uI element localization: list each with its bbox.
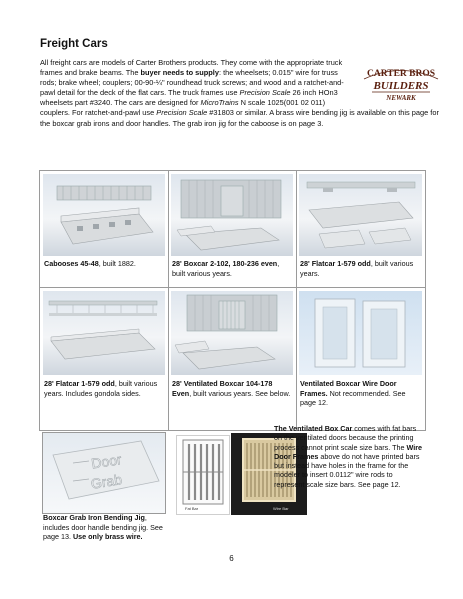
carter-bros-logo-graphic: [358, 64, 444, 104]
caption-flatcar-gondola: [44, 379, 164, 398]
note-text-2: above do not have printed bars but instead have holes in the frame for the modeler to insert 0.0112" wire rods to represent scale size bars. See page 12.: [274, 451, 420, 489]
note-bold-1: The Ventilated Box Car: [274, 424, 353, 433]
caption-grab-iron-jig: [43, 513, 169, 542]
page-title: Freight Cars: [40, 38, 108, 50]
caption-boxcar: [172, 259, 292, 278]
ventilated-box-car-note: [274, 424, 424, 489]
caption-flatcar: [300, 259, 420, 278]
caption-text: , built various years.: [172, 259, 280, 278]
logo-line2: BUILDERS: [373, 80, 429, 92]
caption-bold: 28' Ventilated Boxcar 104-178 Even: [172, 379, 273, 398]
carter-bros-logo: [358, 64, 444, 104]
caption-text: , built various years. Includes gondola sides.: [44, 379, 158, 398]
caboose-photo: [43, 174, 165, 256]
caption-bold: 28' Flatcar 1-579 odd: [300, 259, 371, 268]
fat-bar-label: Fat Bar: [185, 506, 199, 511]
caption-text: , built various years. See below.: [189, 388, 291, 398]
caption-bold: Cabooses 45-48: [44, 259, 99, 268]
grab-iron-jig-photo: [42, 432, 166, 514]
note-bold-2: Wire Door Frames: [274, 442, 423, 461]
logo-line1: CARTER BROS: [366, 69, 436, 79]
page-number: 6: [229, 554, 234, 563]
flatcar-photo: [299, 174, 422, 256]
intro-text-5: #31803 or similar. A brass wire bending jig is available on this page for the boxcar grab irons and door handles. The grab iron jig for the caboose is on page 3.: [40, 108, 439, 128]
caption-wire-door-frames: [300, 379, 420, 408]
wire-door-frames-photo: [299, 291, 422, 375]
intro-italic-2: MicroTrains: [200, 98, 239, 108]
ventilated-boxcar-photo: [171, 291, 293, 375]
intro-paragraph: [40, 58, 444, 129]
caption-cabooses: [44, 259, 164, 269]
caption-bold: Boxcar Grab Iron Bending Jig: [43, 513, 145, 522]
boxcar-photo: [171, 174, 293, 256]
intro-bold: buyer needs to supply: [140, 68, 219, 78]
fat-bar-photo: [176, 435, 230, 515]
caption-bold: 28' Flatcar 1-579 odd: [44, 379, 115, 388]
product-grid: [39, 170, 426, 431]
intro-text-1: All freight cars are models of Carter Brothers products. They come with the appropriate truck frames and brake beams. The: [40, 58, 343, 78]
caption-bold-2: Use only brass wire.: [72, 532, 143, 541]
intro-text-3: 26 inch HOn3 wheelsets part #3240. The cars are designed for: [40, 88, 338, 108]
flatcar-gondola-photo: [43, 291, 165, 375]
intro-text-4: N scale 1025(001 02 011) couplers. For ratchet-and-pawl use: [40, 98, 326, 118]
intro-text-2: : the wheelsets; 0.015" wire for truss rods; brake wheel; couplers; 00-90-¼" roundhead truck screws; and wood and a ratchet-and-pawl detail for the deck of the flat cars. The truck frames use: [40, 68, 344, 98]
note-text-1: comes with fat bars on the ventilated doors because the printing process cannot print scale size bars. The: [274, 424, 417, 452]
caption-text: , built 1882.: [98, 259, 136, 268]
caption-text: , built various years.: [300, 259, 414, 278]
wire-bar-label: Wire Bar: [273, 506, 289, 511]
jig-word-grab: Grab: [89, 471, 123, 492]
intro-italic-3: Precision Scale: [156, 108, 208, 118]
caption-text: Not recommended. See page 12.: [300, 388, 406, 407]
caption-bold: Ventilated Boxcar Wire Door Frames.: [300, 379, 397, 398]
logo-line3: NEWARK: [386, 94, 416, 102]
jig-word-door: Door: [90, 451, 123, 472]
intro-italic-1: Precision Scale: [239, 88, 291, 98]
caption-ventilated-boxcar: [172, 379, 292, 398]
caption-text: , includes door handle bending jig. See page 13.: [43, 513, 163, 541]
caption-bold: 28' Boxcar 2-102, 180-236 even: [172, 259, 278, 268]
